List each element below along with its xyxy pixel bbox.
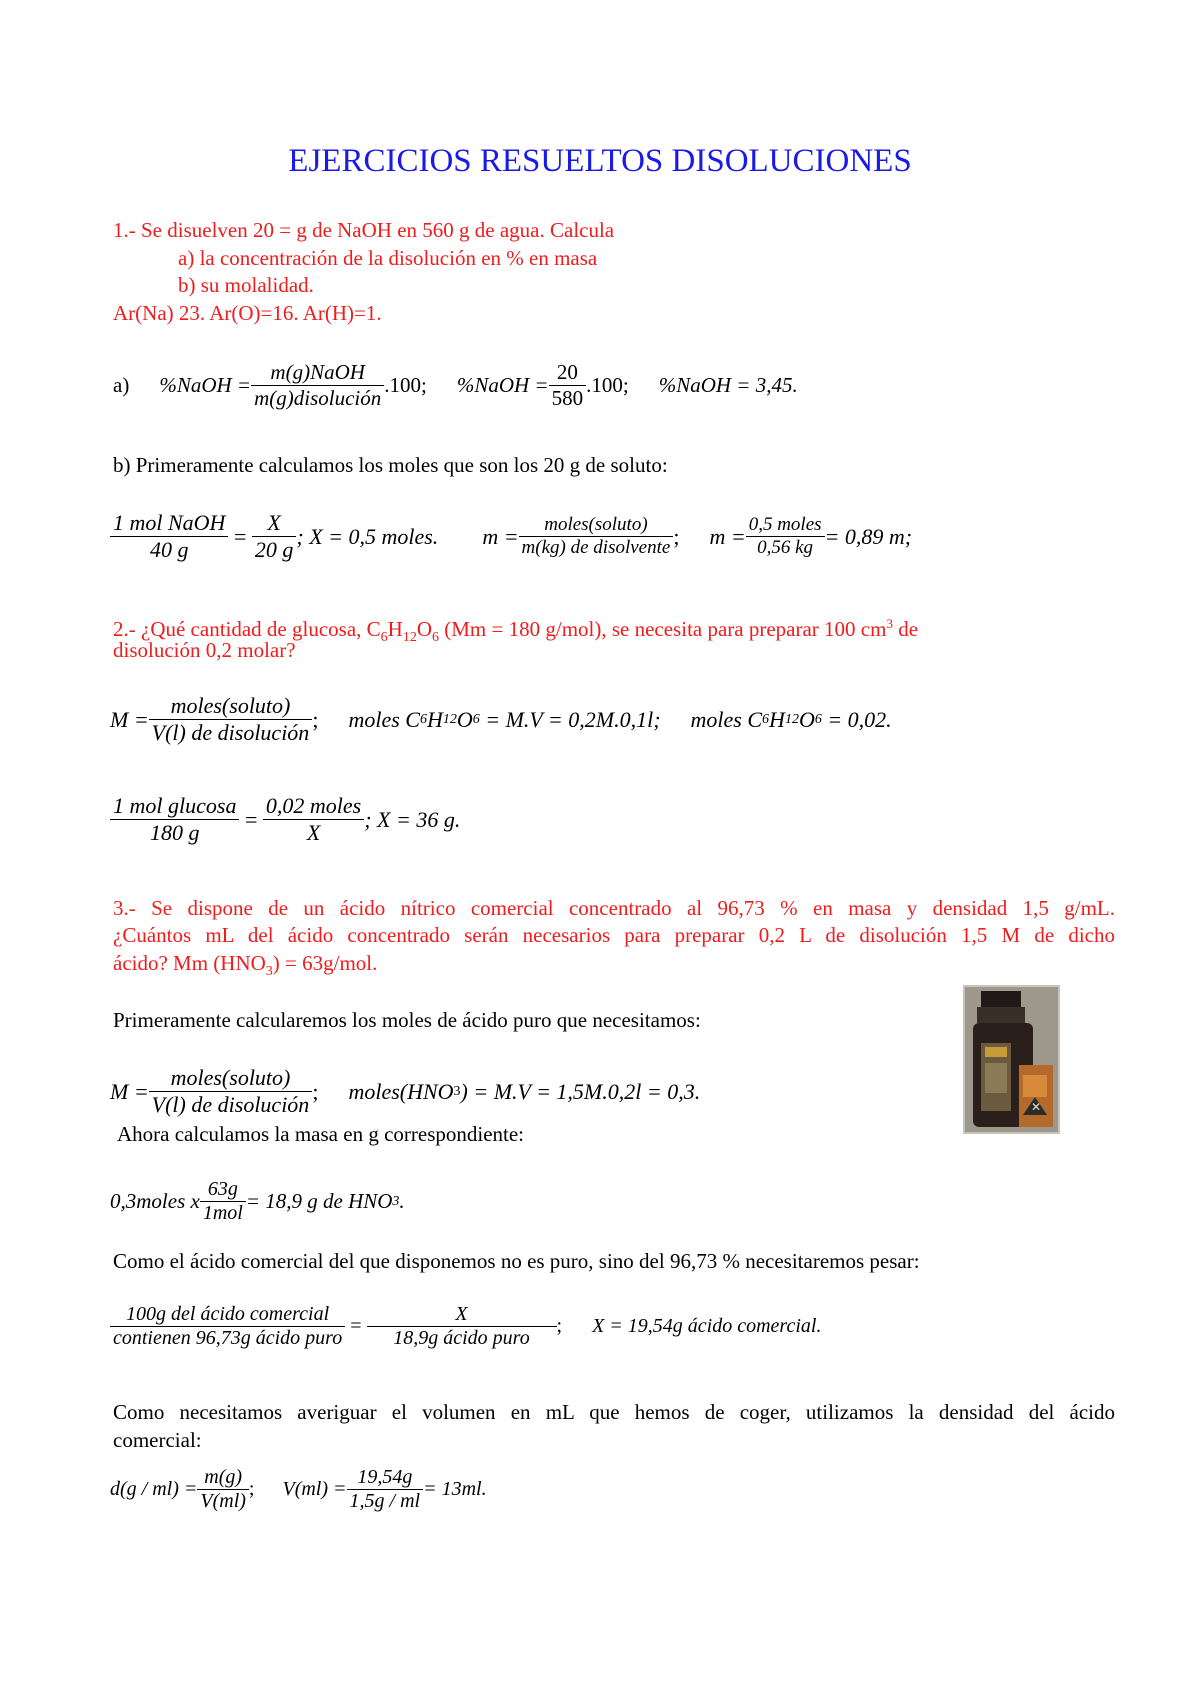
ex3-equation-1: M = $\frac{\text{moles(soluto)}}{\text{V(l) de disolución}}$ ; moles(HNO 3 ) = M.V = 1,5M.0,2l = 0,3. — [110, 1065, 701, 1117]
ex1-statement: 1.- Se disuelven 20 = g de NaOH en 560 g de agua. Calcula — [113, 218, 615, 242]
ex3-equation-4: d(g / ml) = $\frac{m(g)}{V(ml)}$ ; V(ml) = $\frac{19,54g}{1,5g / ml}$ = 13ml. — [110, 1466, 487, 1512]
eq1-lhs: M = — [110, 706, 149, 732]
svg-text:✕: ✕ — [1031, 1100, 1042, 1114]
ex3-statement-line2: ¿Cuántos mL del ácido concentrado serán necesarios para preparar 0,2 L de disolución 1,5 M de dicho — [113, 923, 1115, 947]
ex2-equation-2: $\frac{\text{1 mol glucosa}}{180 g}$ = $\frac{\text{0,02 moles}}{X}$ ; X = 36 g. — [110, 793, 460, 846]
ex1-equation-b: $\frac{\text{1 mol NaOH}}{40 g}$ = $\frac{X}{20 g}$ ; X = 0,5 moles. m = $\frac{\text{moles(soluto)}}{\text{m(kg) de disolvente}}$ ; m = $\frac{\text{0,5 moles}}{0,56 kg}$ = 0,89 m; — [110, 510, 912, 563]
fraction: $\frac{19,54g}{1,5g / ml}$ — [347, 1466, 424, 1513]
part-a-label: a) — [113, 373, 130, 397]
ex3-statement-line1: 3.- Se dispone de un ácido nítrico comercial concentrado al 96,73 % en masa y densidad 1,5 g/mL. — [113, 896, 1115, 920]
ex2-statement-line2: disolución 0,2 molar? — [113, 638, 296, 662]
eq-a3: %NaOH = 3,45. — [658, 373, 798, 397]
nitric-acid-bottle-image — [963, 985, 1060, 1134]
ex3-impure-text: Como el ácido comercial del que disponemos no es puro, sino del 96,73 % necesitaremos pesar: — [113, 1249, 920, 1273]
ex3-mass-intro: Ahora calculamos la masa en g correspondiente: — [117, 1122, 525, 1146]
eq2-result: ; X = 36 g. — [364, 806, 461, 832]
fraction: $\frac{\text{moles(soluto)}}{\text{m(kg) de disolvente}}$ — [519, 514, 674, 559]
ex3-intro: Primeramente calcularemos los moles de ácido puro que necesitamos: — [113, 1008, 701, 1032]
fraction: $\frac{\text{100g del ácido comercial}}{\text{contienen 96,73g ácido puro}}$ — [110, 1303, 345, 1350]
eq-a2-tail: .100; — [586, 373, 629, 397]
eq-b2-lhs: m = — [482, 523, 519, 549]
fraction: $\frac{\text{0,02 moles}}{X}$ — [263, 793, 364, 846]
ex3-equation-3: $\frac{\text{100g del ácido comercial}}{\text{contienen 96,73g ácido puro}}$ = $\frac{X}{\text{18,9g ácido puro}}$ ; X = 19,54g ácido comercial. — [110, 1303, 821, 1350]
fraction: $\frac{\text{moles(soluto)}}{\text{V(l) de disolución}}$ — [149, 693, 313, 746]
ex1-question-b: b) su molalidad. — [178, 273, 314, 297]
fraction: $\frac{\text{moles(soluto)}}{\text{V(l) de disolución}}$ — [149, 1065, 313, 1118]
ex1-question-a: a) la concentración de la disolución en % en masa — [178, 246, 598, 270]
ex3-volume-text-line1: Como necesitamos averiguar el volumen en mL que hemos de coger, utilizamos la densidad del ácido — [113, 1400, 1115, 1424]
eq-b3-lhs: m = — [709, 523, 746, 549]
ex2-equation-1: M = $\frac{\text{moles(soluto)}}{\text{V(l) de disolución}}$ ; moles C 6 H 12 O 6 = M.V = 0,2M.0,1l; moles C 6 H 12 O 6 = 0,02. — [110, 693, 892, 745]
fraction: $\frac{63g}{\text{1mol}}$ — [200, 1178, 246, 1225]
fraction: $\frac{\text{1 mol NaOH}}{40 g}$ — [110, 510, 228, 563]
eq-b1-result: ; X = 0,5 moles. — [296, 523, 439, 549]
fraction: $\frac{m(g)}{V(ml)}$ — [197, 1466, 249, 1513]
eq-b3-result: = 0,89 m; — [824, 523, 913, 549]
page-title: EJERCICIOS RESUELTOS DISOLUCIONES — [288, 143, 912, 179]
ex3-equation-2: 0,3moles x $\frac{63g}{\text{1mol}}$ = 18,9 g de HNO 3 . — [110, 1178, 405, 1224]
ex1-data: Ar(Na) 23. Ar(O)=16. Ar(H)=1. — [113, 301, 382, 325]
fraction: $\frac{\text{1 mol glucosa}}{180 g}$ — [110, 793, 239, 846]
fraction: $\frac{X}{20 g}$ — [252, 510, 297, 563]
eq-a1-lhs: %NaOH = — [159, 373, 252, 397]
ex2-statement-line1: 2.- ¿Qué cantidad de glucosa, $C_6H_{12}O_6$ (Mm = 180 g/mol), se necesita para preparar 100 $cm^3$ de — [113, 616, 919, 645]
eq-a2-lhs: %NaOH = — [456, 373, 549, 397]
fraction: $\frac{\text{m(g)NaOH}}{\text{m(g)disolución}}$ — [251, 360, 384, 411]
fraction: $\frac{20}{580}$ — [549, 360, 587, 411]
ex1-part-b-intro: b) Primeramente calculamos los moles que son los 20 g de soluto: — [113, 453, 668, 477]
fraction: $\frac{\text{0,5 moles}}{0,56 kg}$ — [746, 514, 825, 559]
eq-a1-tail: .100; — [384, 373, 427, 397]
fraction: $\frac{X}{\text{18,9g ácido puro}}$ — [367, 1303, 557, 1350]
ex3-statement-line3: ácido? Mm $(HNO_3) = 63g/mol$. — [113, 951, 378, 979]
ex3-volume-text-line2: comercial: — [113, 1428, 202, 1452]
ex1-equation-a — [113, 360, 798, 411]
